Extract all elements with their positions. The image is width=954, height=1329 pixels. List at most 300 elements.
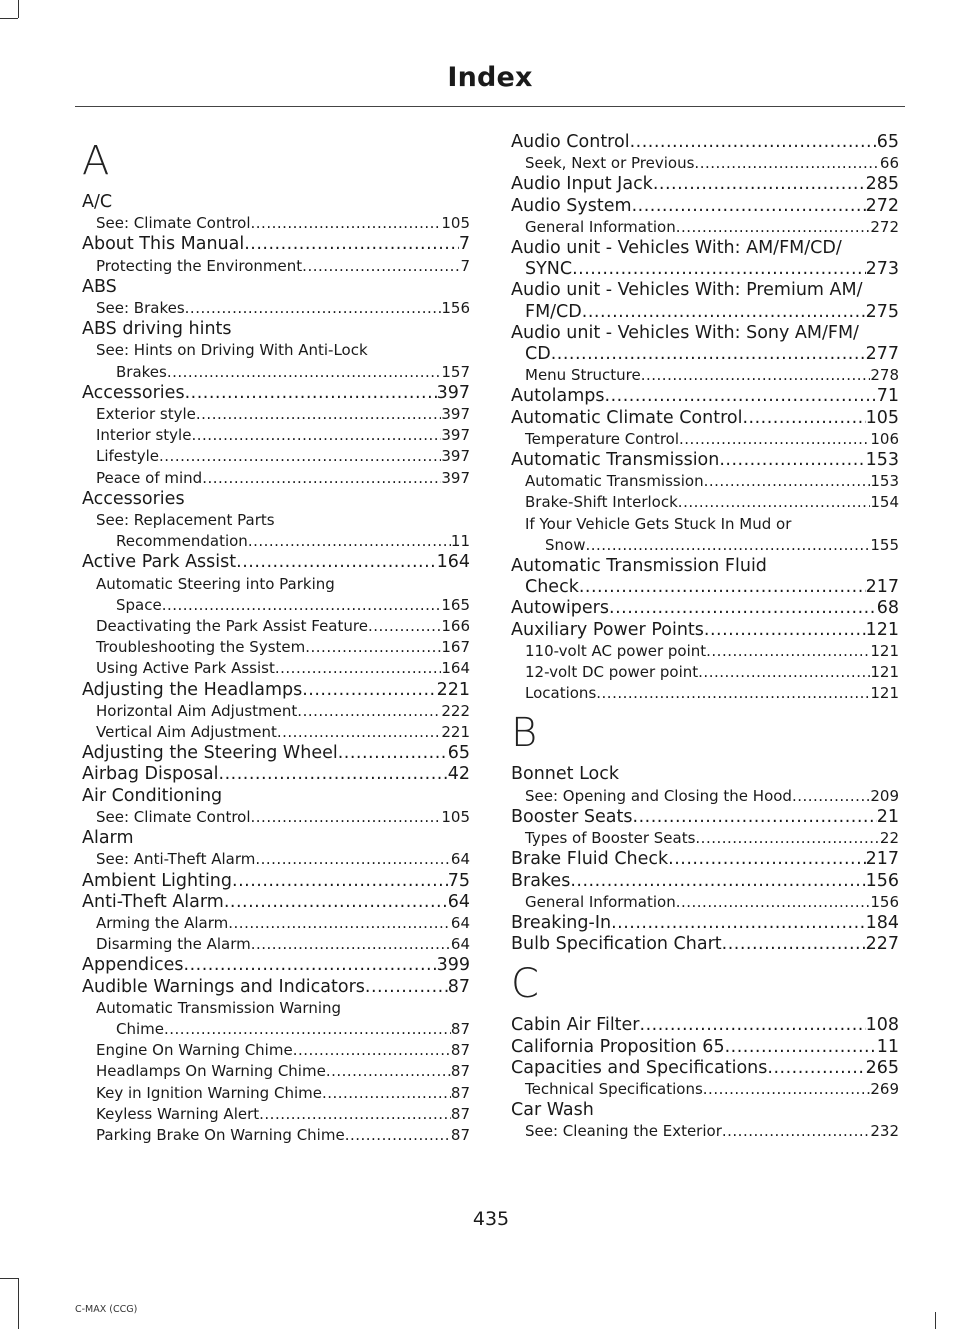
entry-page-number: 277: [865, 344, 899, 365]
dot-leader: [185, 298, 442, 319]
entry-text: Air Conditioning: [82, 785, 223, 806]
entry-page-number: 166: [441, 617, 470, 636]
entry-page-number: 105: [865, 407, 899, 428]
dot-leader: [570, 871, 865, 892]
entry-page-number: 155: [870, 535, 899, 554]
entry-text: Brake Fluid Check: [511, 849, 669, 870]
entry-page-number: 397: [441, 426, 470, 445]
index-heading: [511, 849, 899, 870]
index-heading: [82, 234, 470, 255]
entry-text: See: Opening and Closing the Hood: [525, 786, 792, 805]
entry-text: Alarm: [82, 828, 134, 849]
entry-text: About This Manual: [82, 234, 245, 255]
dot-leader: [640, 1015, 866, 1036]
dot-leader: [302, 680, 436, 701]
entry-text: Using Active Park Assist: [96, 659, 275, 678]
entry-page-number: 397: [441, 468, 470, 487]
entry-text: California Proposition 65: [511, 1036, 725, 1057]
entry-text: See: Anti-Theft Alarm: [96, 850, 256, 869]
entry-page-number: 22: [879, 829, 899, 848]
dot-leader: [605, 386, 877, 407]
entry-text: Autolamps: [511, 386, 605, 407]
index-heading: [82, 489, 470, 510]
entry-page-number: 87: [450, 1083, 470, 1102]
dot-leader: [742, 408, 865, 429]
index-subentry: [82, 425, 470, 446]
dot-leader: [259, 1104, 451, 1125]
entry-page-number: 269: [870, 1079, 899, 1098]
entry-text: Technical Specifications: [525, 1079, 703, 1098]
index-subentry: [511, 153, 899, 174]
crop-mark: [0, 18, 18, 19]
index-heading: [82, 743, 470, 764]
entry-text: Horizontal Aim Adjustment: [96, 701, 298, 720]
entry-text: ABS driving hints: [82, 319, 232, 340]
crop-mark: [18, 1278, 19, 1329]
entry-text: Breaking-In: [511, 912, 612, 933]
dot-leader: [164, 1019, 451, 1040]
dot-leader: [305, 637, 441, 658]
index-subentry-continued: [511, 535, 899, 556]
index-subentry: [82, 913, 470, 934]
entry-text: Capacities and Specifications: [511, 1057, 768, 1078]
entry-text: Automatic Climate Control: [511, 407, 743, 428]
index-heading: [511, 450, 899, 471]
index-heading: [82, 892, 470, 913]
page-number: 435: [472, 1208, 510, 1230]
dot-leader: [275, 658, 441, 679]
dot-leader: [326, 1061, 451, 1082]
dot-leader: [585, 535, 870, 556]
entry-text: CD: [525, 344, 551, 365]
entry-page-number: 87: [450, 1041, 470, 1060]
entry-page-number: 156: [865, 870, 899, 891]
dot-leader: [297, 701, 441, 722]
entry-text: See: Hints on Driving With Anti-Lock: [96, 341, 368, 360]
entry-text: ABS: [82, 276, 117, 297]
dot-leader: [219, 764, 448, 785]
index-heading: [82, 383, 470, 404]
index-heading: [82, 764, 470, 785]
dot-leader: [579, 577, 866, 598]
section-letter: C: [511, 961, 539, 1008]
index-heading: [511, 556, 899, 577]
dot-leader: [248, 531, 451, 552]
index-heading: [82, 955, 470, 976]
entry-page-number: 65: [447, 743, 470, 764]
entry-text: Audio unit - Vehicles With: Premium AM/: [511, 280, 863, 301]
entry-page-number: 397: [441, 447, 470, 466]
entry-page-number: 87: [450, 1125, 470, 1144]
dot-leader: [251, 807, 442, 828]
entry-page-number: 156: [441, 299, 470, 318]
entry-text: Brakes: [511, 870, 571, 891]
entry-text: Headlamps On Warning Chime: [96, 1062, 326, 1081]
index-subentry: [511, 662, 899, 683]
entry-text: Automatic Transmission Warning: [96, 998, 342, 1017]
index-heading: [511, 238, 899, 259]
index-subentry: [511, 429, 899, 450]
entry-text: Key in Ignition Warning Chime: [96, 1083, 322, 1102]
index-subentry: [511, 471, 899, 492]
index-subentry: [82, 298, 470, 319]
entry-text: Autowipers: [511, 598, 609, 619]
entry-text: Car Wash: [511, 1100, 594, 1121]
index-heading: [511, 764, 899, 785]
dot-leader: [653, 174, 866, 195]
index-heading: [511, 934, 899, 955]
entry-text: Seek, Next or Previous: [525, 154, 695, 173]
dot-leader: [706, 641, 870, 662]
entry-page-number: 75: [447, 870, 470, 891]
entry-page-number: 184: [865, 912, 899, 933]
index-column-left: [82, 132, 470, 1146]
index-subentry: [511, 892, 899, 913]
entry-text: See: Cleaning the Exterior: [525, 1122, 722, 1141]
index-subentry: [82, 658, 470, 679]
index-subentry: [82, 1125, 470, 1146]
entry-text: Adjusting the Steering Wheel: [82, 743, 338, 764]
entry-text: Troubleshooting the System: [96, 638, 306, 657]
page-title: Index: [447, 62, 533, 93]
index-subentry: [82, 213, 470, 234]
entry-page-number: 105: [441, 807, 470, 826]
entry-page-number: 221: [441, 723, 470, 742]
index-subentry: [511, 786, 899, 807]
entry-page-number: 71: [876, 386, 899, 407]
dot-leader: [277, 722, 442, 743]
footer-model-code: C-MAX (CCG): [75, 1304, 138, 1315]
entry-text: Keyless Warning Alert: [96, 1104, 260, 1123]
entry-text: Automatic Transmission: [511, 450, 720, 471]
dot-leader: [719, 450, 865, 471]
dot-leader: [633, 807, 877, 828]
entry-page-number: 222: [441, 701, 470, 720]
entry-text: Appendices: [82, 955, 184, 976]
dot-leader: [611, 913, 866, 934]
entry-text: Automatic Transmission Fluid: [511, 556, 767, 577]
index-heading: [82, 192, 470, 213]
entry-text: Accessories: [82, 382, 185, 403]
index-heading: [511, 408, 899, 429]
crop-mark: [935, 1312, 936, 1329]
entry-page-number: 154: [870, 493, 899, 512]
index-heading: [82, 786, 470, 807]
entry-text: Brake-Shift Interlock: [525, 493, 678, 512]
entry-text: Peace of mind: [96, 468, 203, 487]
entry-text: Booster Seats: [511, 806, 633, 827]
dot-leader: [184, 955, 437, 976]
index-heading: [511, 323, 899, 344]
title-rule: [75, 106, 905, 107]
entry-page-number: 278: [870, 366, 899, 385]
index-heading-continued: [511, 259, 899, 280]
index-heading: [82, 552, 470, 573]
dot-leader: [251, 213, 442, 234]
dot-leader: [641, 365, 871, 386]
dot-leader: [185, 383, 437, 404]
entry-page-number: 265: [865, 1057, 899, 1078]
dot-leader: [251, 934, 451, 955]
index-subentry: [82, 1104, 470, 1125]
dot-leader: [255, 849, 451, 870]
entry-page-number: 106: [870, 429, 899, 448]
entry-text: Adjusting the Headlamps: [82, 679, 303, 700]
index-subentry: [511, 1121, 899, 1142]
crop-mark: [18, 0, 19, 18]
dot-leader: [228, 913, 451, 934]
entry-text: Bonnet Lock: [511, 764, 619, 785]
dot-leader: [202, 468, 441, 489]
entry-text: See: Brakes: [96, 299, 185, 318]
entry-text: SYNC: [525, 259, 573, 280]
entry-text: Locations: [525, 684, 597, 703]
entry-page-number: 217: [865, 577, 899, 598]
index-heading: [511, 132, 899, 153]
entry-text: Automatic Steering into Parking: [96, 574, 335, 593]
dot-leader: [679, 429, 870, 450]
index-subentry: [82, 934, 470, 955]
dot-leader: [345, 1125, 451, 1146]
index-heading: [82, 319, 470, 340]
entry-page-number: 65: [876, 132, 899, 152]
entry-page-number: 221: [436, 679, 470, 700]
entry-text: Menu Structure: [525, 366, 641, 385]
entry-text: Types of Booster Seats: [525, 829, 696, 848]
dot-leader: [551, 344, 866, 365]
index-heading: [82, 977, 470, 998]
index-subentry: [511, 1079, 899, 1100]
entry-text: Audio unit - Vehicles With: Sony AM/FM/: [511, 322, 859, 343]
entry-page-number: 227: [865, 934, 899, 955]
dot-leader: [722, 934, 866, 955]
dot-leader: [162, 595, 442, 616]
index-heading: [511, 386, 899, 407]
entry-page-number: 87: [447, 976, 470, 997]
entry-text: Check: [525, 577, 579, 598]
entry-text: A/C: [82, 192, 113, 212]
entry-page-number: 399: [436, 955, 470, 976]
entry-page-number: 66: [879, 154, 899, 173]
index-subentry: [82, 637, 470, 658]
entry-page-number: 157: [441, 362, 470, 381]
dot-leader: [792, 786, 870, 807]
entry-text: FM/CD: [525, 301, 582, 322]
dot-leader: [695, 828, 880, 849]
index-heading: [82, 871, 470, 892]
dot-leader: [596, 683, 870, 704]
dot-leader: [767, 1058, 865, 1079]
index-heading: [82, 277, 470, 298]
index-heading: [511, 1058, 899, 1079]
index-heading: [511, 807, 899, 828]
entry-text: Arming the Alarm: [96, 913, 229, 932]
entry-text: Bulb Specification Chart: [511, 934, 722, 955]
index-subentry: [82, 616, 470, 637]
index-subentry: [82, 998, 470, 1019]
entry-text: Parking Brake On Warning Chime: [96, 1125, 345, 1144]
entry-page-number: 153: [870, 472, 899, 491]
entry-text: Space: [116, 595, 162, 614]
dot-leader: [191, 425, 441, 446]
index-heading: [511, 598, 899, 619]
dot-leader: [676, 892, 871, 913]
dot-leader: [698, 662, 870, 683]
index-column-right: [511, 132, 899, 1143]
index-subentry: [82, 722, 470, 743]
index-subentry: [82, 807, 470, 828]
index-heading: [82, 828, 470, 849]
dot-leader: [704, 471, 871, 492]
entry-page-number: 217: [865, 849, 899, 870]
entry-page-number: 64: [450, 850, 470, 869]
index-subentry-continued: [82, 531, 470, 552]
index-subentry: [82, 701, 470, 722]
dot-leader: [722, 1121, 870, 1142]
dot-leader: [694, 153, 879, 174]
dot-leader: [322, 1083, 451, 1104]
entry-page-number: 273: [865, 259, 899, 280]
dot-leader: [232, 871, 448, 892]
entry-text: Disarming the Alarm: [96, 935, 251, 954]
index-subentry: [82, 404, 470, 425]
dot-leader: [678, 492, 871, 513]
entry-text: General Information: [525, 217, 676, 236]
index-heading-continued: [511, 577, 899, 598]
index-heading: [511, 174, 899, 195]
section-letter: B: [511, 710, 538, 757]
crop-mark: [0, 1278, 18, 1279]
dot-leader: [159, 446, 441, 467]
entry-page-number: 272: [865, 195, 899, 216]
entry-text: Deactivating the Park Assist Feature: [96, 617, 368, 636]
entry-text: Audio Control: [511, 132, 630, 152]
index-subentry: [82, 340, 470, 361]
entry-text: Recommendation: [116, 532, 248, 551]
entry-page-number: 105: [441, 214, 470, 233]
entry-text: If Your Vehicle Gets Stuck In Mud or: [525, 514, 792, 533]
dot-leader: [676, 217, 871, 238]
index-heading-continued: [511, 344, 899, 365]
dot-leader: [609, 598, 877, 619]
dot-leader: [196, 404, 441, 425]
dot-leader: [582, 302, 866, 323]
entry-text: Cabin Air Filter: [511, 1015, 640, 1036]
entry-page-number: 21: [876, 806, 899, 827]
dot-leader: [668, 849, 865, 870]
index-subentry: [82, 1061, 470, 1082]
dot-leader: [293, 1040, 451, 1061]
entry-text: Engine On Warning Chime: [96, 1041, 293, 1060]
dot-leader: [632, 196, 866, 217]
index-subentry: [82, 1040, 470, 1061]
index-subentry: [82, 468, 470, 489]
index-subentry-continued: [82, 1019, 470, 1040]
entry-page-number: 164: [441, 659, 470, 678]
entry-page-number: 64: [450, 935, 470, 954]
entry-text: Interior style: [96, 426, 192, 445]
entry-page-number: 68: [876, 598, 899, 619]
index-subentry: [511, 217, 899, 238]
entry-page-number: 121: [865, 619, 899, 640]
dot-leader: [368, 616, 441, 637]
entry-text: Lifestyle: [96, 447, 160, 466]
index-subentry: [511, 683, 899, 704]
dot-leader: [224, 892, 448, 913]
entry-page-number: 121: [870, 641, 899, 660]
entry-page-number: 87: [450, 1062, 470, 1081]
index-subentry: [82, 1083, 470, 1104]
index-heading: [511, 620, 899, 641]
entry-page-number: 108: [865, 1015, 899, 1036]
index-subentry: [82, 849, 470, 870]
dot-leader: [630, 132, 877, 153]
entry-text: 110-volt AC power point: [525, 641, 707, 660]
entry-text: Exterior style: [96, 405, 196, 424]
index-subentry: [82, 256, 470, 277]
entry-page-number: 156: [870, 892, 899, 911]
entry-page-number: 42: [447, 764, 470, 785]
dot-leader: [704, 620, 866, 641]
entry-text: Active Park Assist: [82, 552, 237, 573]
entry-text: Accessories: [82, 488, 185, 509]
dot-leader: [365, 977, 448, 998]
entry-page-number: 11: [450, 532, 470, 551]
index-subentry: [511, 828, 899, 849]
index-heading-continued: [511, 302, 899, 323]
dot-leader: [338, 743, 448, 764]
index-subentry: [82, 446, 470, 467]
entry-text: Temperature Control: [525, 429, 680, 448]
section-letter: A: [82, 138, 110, 184]
index-heading: [511, 913, 899, 934]
entry-text: Audio unit - Vehicles With: AM/FM/CD/: [511, 238, 842, 259]
entry-text: See: Climate Control: [96, 214, 251, 233]
dot-leader: [725, 1037, 877, 1058]
index-heading: [511, 1037, 899, 1058]
entry-text: General Information: [525, 892, 676, 911]
index-subentry: [511, 492, 899, 513]
index-heading: [511, 280, 899, 301]
entry-page-number: 11: [876, 1036, 899, 1057]
entry-text: See: Climate Control: [96, 807, 251, 826]
entry-page-number: 209: [870, 786, 899, 805]
entry-page-number: 167: [441, 638, 470, 657]
index-subentry: [511, 365, 899, 386]
entry-page-number: 153: [865, 450, 899, 471]
entry-page-number: 87: [450, 1019, 470, 1038]
entry-text: Auxiliary Power Points: [511, 619, 704, 640]
entry-text: Audio Input Jack: [511, 174, 653, 195]
index-subentry: [511, 641, 899, 662]
index-subentry: [82, 574, 470, 595]
dot-leader: [167, 362, 442, 383]
index-subentry-continued: [82, 595, 470, 616]
entry-text: Brakes: [116, 362, 167, 381]
entry-page-number: 397: [436, 382, 470, 403]
entry-text: Audible Warnings and Indicators: [82, 976, 365, 997]
dot-leader: [236, 552, 436, 573]
entry-page-number: 397: [441, 405, 470, 424]
entry-page-number: 7: [458, 234, 470, 255]
entry-page-number: 7: [460, 256, 470, 275]
entry-page-number: 121: [870, 684, 899, 703]
entry-text: Airbag Disposal: [82, 764, 219, 785]
index-subentry: [82, 510, 470, 531]
entry-page-number: 272: [870, 217, 899, 236]
index-subentry: [511, 514, 899, 535]
index-heading: [511, 196, 899, 217]
